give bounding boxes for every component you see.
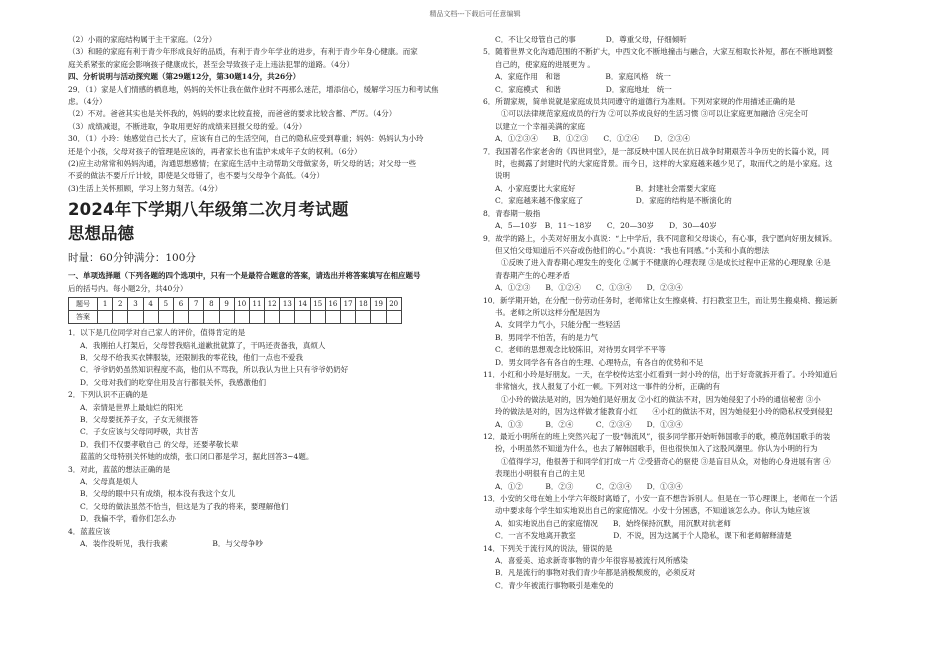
answer-cell[interactable] <box>189 311 204 324</box>
option-line: A．亲情是世界上最灿烂的阳光 <box>80 402 183 412</box>
answer-cell[interactable] <box>113 311 128 324</box>
exam-title: 2024年下学期八年级第二次月考试题 <box>68 200 349 220</box>
option-line: 自己的，使家庭的进展更为 。 <box>495 59 595 69</box>
exam-subject: 思想品德 <box>68 224 134 244</box>
answer-key-line: （3）成绩减退，不断进取，争取用更好的成绩来回报父母的爱。（4分） <box>68 121 307 131</box>
answer-key-line: （2）小雨的家庭结构属于主干家庭。（2分） <box>68 35 217 44</box>
answer-key-line: 30．（1）小玲：她感觉自己长大了，应该有自己的生活空间，自己的隐私应受到尊重；妈妈：妈妈认为小玲 <box>68 134 424 144</box>
question-stem: 5．随着世界文化沟通范围的不断扩大，中西文化不断地撞击与融合，大家互相取长补短，都在不断地调整 <box>483 47 833 57</box>
question-stem: 6．所谓家规，简单说就是家庭成员共同遵守的道德行为准则。下列对家规的作用描述正确的是 <box>483 97 796 107</box>
option-line: 扮，小明虽然不知道为什么，也去了解韩国歌手，但也很快加入了这股风潮里。你认为小明的行为 <box>495 444 818 454</box>
question-number-cell: 1 <box>98 298 113 311</box>
page-header: 精品文档---下载后可任意编辑 <box>429 10 521 18</box>
option-line: 但又怕父母知道后不兴奋或伤他们的心。”小真说：“我也有同感。”小芙和小真的想法 <box>495 245 770 255</box>
answer-cell[interactable] <box>341 311 356 324</box>
question-number-cell: 18 <box>356 298 371 311</box>
right-column <box>483 34 883 592</box>
option-line: ①可以法律规范家庭成员的行为 ②可以养成良好的生活习惯 ③可以让家庭更加融洽 ④完全可 <box>501 109 809 119</box>
question-number-cell: 7 <box>189 298 204 311</box>
option-line: C．父母的做法虽然不恰当，但这是为了我的将来，要理解他们 <box>80 501 289 511</box>
option-line: C．爷爷奶奶虽然知识程度不高，他们从不骂我，所以我认为世上只有爷爷奶奶好 <box>80 365 349 375</box>
question-number-cell: 9 <box>219 298 234 311</box>
option-line: A．①② B．②③ C．②③④ D．①③④ <box>495 481 683 491</box>
question-number-cell: 11 <box>249 298 264 311</box>
question-number-cell: 10 <box>234 298 249 311</box>
answer-key-line: 虑。（4分） <box>68 97 107 107</box>
question-number-cell: 4 <box>143 298 158 311</box>
answer-cell[interactable] <box>249 311 264 324</box>
option-line: 动中要求每个学生如实地说出自己的家庭情况。小安十分困惑，不知道该怎么办。你认为她应该 <box>495 506 810 516</box>
answer-key-line: 四、分析说明与活动探究题（第29题12分，第30题14分，共26分） <box>68 72 301 82</box>
question-stem: 2．下列认识不正确的是 <box>68 390 148 400</box>
option-line: C．一言不发地离开教室 D．不说，因为这属于个人隐私，课下和老师解释清楚 <box>495 531 792 541</box>
option-line: 蓝蓝的父母特别关怀她的成绩，张口闭口都是学习，据此回答3~4题。 <box>80 452 314 462</box>
question-stem: 4．蓝蓝应该 <box>68 526 111 536</box>
answer-key-line: (3)生活上关怀照顾，学习上努力刻苦。（4分） <box>68 183 223 193</box>
table-head-answer: 答案 <box>69 311 98 324</box>
option-line: B．父母的眼中只有成绩，根本没有我这个女儿 <box>80 489 236 499</box>
option-line: B．男同学不怕苦，有的是力气 <box>495 332 599 342</box>
question-stem: 3．对此，蓝蓝的想法正确的是 <box>68 464 171 474</box>
option-line: 玲的做法是对的，因为这样做才能教育小红 ④小红的做法不对，因为她侵犯小玲的隐私权受到侵犯 <box>495 407 833 417</box>
option-line: D．我偏不学，看你们怎么办 <box>80 514 177 524</box>
question-number-cell: 5 <box>158 298 173 311</box>
answer-cell[interactable] <box>234 311 249 324</box>
q4-option-a: A．装作没听见，我行我素 <box>80 539 168 548</box>
answer-key-section <box>68 34 468 195</box>
question-stem: 1．以下是几位同学对自己家人的评价，值得肯定的是 <box>68 328 246 338</box>
option-line: C．青少年被流行事物吸引是难免的 <box>495 580 614 590</box>
question-stem: 12．最近小明所在的班上突然兴起了一股“韩流风”，很多同学都开始听韩国歌手的歌，模范韩国歌手的装 <box>483 432 831 441</box>
option-line: A．①②③ B．①②④ C．①③④ D．②③④ <box>495 283 683 293</box>
answer-cell[interactable] <box>128 311 143 324</box>
option-line: 非常恼火，找人报复了小红一顿。下列对这一事件的分析，正确的有 <box>495 382 720 392</box>
option-line: ①反映了进入青春期心理发生的变化 ②属于不健康的心理表现 ③是成长过程中正常的心理现象 ④是 <box>501 258 831 268</box>
question-number-cell: 3 <box>128 298 143 311</box>
option-line: C．家庭越来越不像家庭了 D．家庭的结构是不断演化的 <box>495 196 732 206</box>
option-line: D．男女同学各有各自的生理、心理特点，有各自的优势和不足 <box>495 357 704 367</box>
option-line: A．女同学力气小，只能分配一些轻活 <box>495 320 621 330</box>
answer-key-line: 还是个小孩，父母对孩子的管理是应该的，再者家长也有监护未成年子女的权利。（6分） <box>68 146 362 156</box>
answer-cell[interactable] <box>280 311 295 324</box>
question-stem: 7．我国著名作家老舍的《四世同堂》，是一部反映中国人民在抗日战争时期艰苦斗争历史的长篇小说，同 <box>483 146 830 156</box>
question-stem: 10．新学期开始，在分配一份劳动任务时，老师常让女生擦桌椅、打扫教室卫生，而让男生搬桌椅、搬运新 <box>483 295 838 305</box>
question-number-cell: 6 <box>173 298 188 311</box>
question-number-cell: 13 <box>280 298 295 311</box>
answer-key-line: 29．（1）家是人们情感的栖息地，妈妈的关怀让我在做作业时不再那么迷茫，增添信心，缓解学习压力和考试焦 <box>68 84 439 94</box>
question-number-cell: 15 <box>310 298 325 311</box>
option-line: B．凡是流行的事物对我们青少年都是消极颓废的，必须反对 <box>495 568 696 578</box>
left-column <box>68 34 468 550</box>
table-head-number: 题号 <box>69 298 98 311</box>
question-stem: 14．下列关于流行风的说法，错误的是 <box>483 543 613 553</box>
option-line: A．5—10岁 B．11～18岁 C．20—30岁 D．30—40岁 <box>495 221 717 231</box>
question-number-cell: 12 <box>265 298 280 311</box>
option-line: A．我刚拍人打架后，父母替我赔礼道歉批就算了，干吗还责备我，真烦人 <box>80 340 326 350</box>
option-line: A．喜爱美、追求新奇事物的青少年很容易被流行风所感染 <box>495 556 688 566</box>
question-number-cell: 14 <box>295 298 310 311</box>
option-line: 以建立一个幸福美满的家庭 <box>495 121 585 131</box>
question-stem: 9．故学的路上，小芙对好朋友小真说：“上中学后，我不同意和父母谈心，有心事，我宁愿向好朋友倾诉。 <box>483 233 837 243</box>
option-line: A．小家庭要比大家庭好 B．封建社会需要大家庭 <box>495 183 716 193</box>
option-line: A．父母真是烦人 <box>80 476 138 486</box>
question-number-cell: 17 <box>341 298 356 311</box>
option-line: A．家庭作用 和谐 B．家庭风格 统一 <box>495 72 671 82</box>
question-number-cell: 20 <box>386 298 401 311</box>
question-stem: 11．小红和小玲是好朋友。一天，在学校传达室小红看到一封小玲的信，出于好奇就拆开看了。小玲知道后 <box>483 369 838 379</box>
question-list-right <box>483 34 883 592</box>
answer-cell[interactable] <box>158 311 173 324</box>
option-line: A．①③ B．②④ C．②③④ D．①③④ <box>495 419 683 429</box>
option-line: 说明 <box>495 171 510 181</box>
option-line: A．①②③④ B．①②③ C．①②④ D．②③④ <box>495 134 691 144</box>
answer-cell[interactable] <box>371 311 386 324</box>
answer-cell[interactable] <box>204 311 219 324</box>
option-line: B．父母不给我买衣牌服装，还限制我的零花钱，他们一点也不爱我 <box>80 352 304 362</box>
option-line: D．父母对我们的吃穿住用及言行都很关怀，我感激他们 <box>80 377 267 387</box>
option-line: ①小玲的做法是对的，因为她们是好朋友 ②小红的做法不对，因为她侵犯了小玲的通信秘密 ③小 <box>501 394 821 404</box>
answer-cell[interactable] <box>356 311 371 324</box>
option-line: 表现出小明很有自己的主见 <box>495 469 585 479</box>
answer-key-line: 庭关系紧张的家庭会影响孩子健康成长，甚至会导致孩子走上违法犯罪的道路。（4分） <box>68 59 355 69</box>
answer-key-line: (2)应主动常常和妈妈沟通，沟通思想感情；在家庭生活中主动帮助父母做家务，听父母的话；对父母一些 <box>68 159 417 169</box>
option-line: 时，也揭露了封建时代的大家庭背景。而今日，这样的大家庭越来越少见了，取而代之的是小家庭。这 <box>495 159 833 169</box>
option-line: 青春期产生的心理矛盾 <box>495 270 570 280</box>
question-number-cell: 16 <box>325 298 340 311</box>
q4-options <box>68 538 468 550</box>
question-list-left <box>68 327 468 538</box>
answer-key-line: （2）不对。爸爸其实也是关怀我的，妈妈的要求比较直接，而爸爸的要求比较含蓄、严厉。（4分） <box>68 109 397 119</box>
option-line: D．我们不仅要孝敬自己 的父母，还要孝敬长辈 <box>80 439 239 449</box>
option-line: A．如实地说出自己的家庭情况 B．始终保持沉默，用沉默对抗老师 <box>495 518 731 528</box>
answer-cell[interactable] <box>219 311 234 324</box>
q4-option-b: B．与父母争吵 <box>212 539 263 548</box>
question-stem: 13．小安的父母在她上小学六年级时离婚了，小安一直不想告诉别人。但是在一节心理课上，老师在一个活 <box>483 494 838 504</box>
answer-cell[interactable] <box>295 311 310 324</box>
option-line: B．父母要抚养子女，子女无须报答 <box>80 414 199 424</box>
question-stem: 8．青春期一般指 <box>483 208 541 218</box>
answer-cell[interactable] <box>143 311 158 324</box>
option-line: C．不让父母管自己的事 D．尊重父母，仔细倾听 <box>495 35 687 44</box>
answer-table <box>68 297 402 324</box>
answer-key-line: 不妥的做法不要斤斤计较，即使是父母错了，也不要与父母争个高低。（4分） <box>68 171 325 181</box>
exam-time-score: 时量：60分钟满分：100分 <box>68 252 196 265</box>
option-line: C．家庭模式 和谐 D．家庭地址 统一 <box>495 84 672 94</box>
question-number-cell: 19 <box>371 298 386 311</box>
option-line: C．子女应该与父母同呼吸，共甘苦 <box>80 427 199 437</box>
option-line: ①值得学习，他很善于和同学们打成一片 ②受猎奇心的驱使 ③是盲目从众，对他的心身进展有害 ④ <box>501 456 831 466</box>
answer-cell[interactable] <box>310 311 325 324</box>
option-line: C．老师的思想观念比较陈旧，对待男女同学不平等 <box>495 345 666 355</box>
answer-cell[interactable] <box>325 311 340 324</box>
section-heading-cont: 后的括号内。每小题2分，共40分） <box>68 283 188 293</box>
answer-cell[interactable] <box>386 311 401 324</box>
option-line: 书。老师之所以这样分配是因为 <box>495 307 600 317</box>
answer-cell[interactable] <box>98 311 113 324</box>
answer-cell[interactable] <box>265 311 280 324</box>
question-number-cell: 2 <box>113 298 128 311</box>
question-number-cell: 8 <box>204 298 219 311</box>
answer-key-line: （3）和睦的家庭有利于青少年形成良好的品质，有利于青少年学业的进步，有利于青少年身心健康。而家 <box>68 47 418 57</box>
section-heading: 一、单项选择题（下列各题的四个选项中，只有一个是最符合题意的答案，请选出并将答案填写在相应题号 <box>68 271 421 281</box>
answer-cell[interactable] <box>173 311 188 324</box>
